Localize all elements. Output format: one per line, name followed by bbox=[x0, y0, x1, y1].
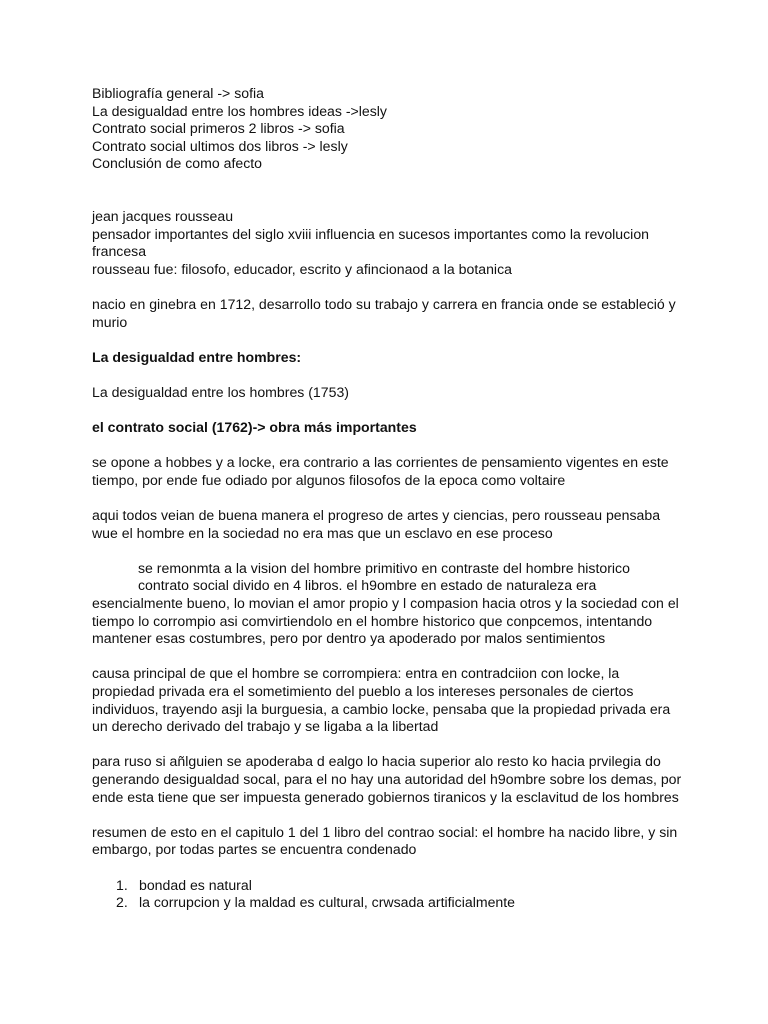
assignment-line-conclusion: Conclusión de como afecto bbox=[92, 155, 263, 172]
list-item-text: la corrupcion y la maldad es cultural, crwsada artificialmente bbox=[139, 894, 515, 911]
birth-paragraph: nacio en ginebra en 1712, desarrollo todo su trabajo y carrera en francia onde se estableció y murio bbox=[92, 295, 676, 330]
numbered-list bbox=[92, 877, 682, 912]
author-roles: rousseau fue: filosofo, educador, escrito y afincionaod a la botanica bbox=[92, 260, 512, 277]
paragraph-remonta: se remonmta a la vision del hombre primitivo en contraste del hombre historico bbox=[138, 559, 630, 576]
spacer bbox=[92, 366, 682, 384]
list-item-text: bondad es natural bbox=[139, 876, 252, 893]
spacer bbox=[92, 648, 682, 666]
author-description: pensador importantes del siglo xviii influencia en sucesos importantes como la revolucion francesa bbox=[92, 225, 649, 260]
spacer bbox=[92, 331, 682, 349]
paragraph-ruso: para ruso si añlguien se apoderaba d ealgo lo hacia superior alo resto ko hacia prvilegia do generando desigualdad socal, para el no hay una autoridad del h9ombre sobre los demas, por ende esta tiene que ser impuesta generado gobiernos tiranicos y la esclavitud de los hombres bbox=[92, 753, 682, 805]
assignment-line-contrato-primeros: Contrato social primeros 2 libros -> sofia bbox=[92, 120, 345, 137]
paragraph-contrato-libros: contrato social divido en 4 libros. el h9ombre en estado de naturaleza era esencialmente bueno, lo movian el amor propio y l compasion hacia otros y la sociedad con el tiempo lo corrompio asi comvirtiendolo en el hombre historico que conpcemos, intentando mantener esas costumbres, pero por dentro ya apoderado por malos sentimientos bbox=[92, 577, 679, 647]
author-name: jean jacques rousseau bbox=[92, 207, 234, 224]
assignment-line-contrato-ultimos: Contrato social ultimos dos libros -> lesly bbox=[92, 137, 348, 154]
spacer bbox=[92, 489, 682, 507]
document-page bbox=[92, 85, 682, 912]
paragraph-opone: se opone a hobbes y a locke, era contrario a las corrientes de pensamiento vigentes en este tiempo, por ende fue odiado por algunos filosofos de la epoca como voltaire bbox=[92, 454, 669, 488]
list-item-number: 1. bbox=[116, 876, 128, 893]
assignment-line-bibliografia: Bibliografía general -> sofia bbox=[92, 85, 264, 101]
list-item bbox=[92, 877, 682, 895]
assignment-line-desigualdad: La desigualdad entre los hombres ideas ->lesly bbox=[92, 102, 387, 119]
list-item bbox=[92, 894, 682, 912]
list-item-number: 2. bbox=[116, 894, 128, 911]
spacer bbox=[92, 402, 682, 420]
spacer bbox=[92, 173, 682, 208]
paragraph-causa: causa principal de que el hombre se corrompiera: entra en contradciion con locke, la propiedad privada era el sometimiento del pueblo a los intereses personales de ciertos individuos, trayendo asji la burguesia, a cambio locke, pensaba que la propiedad privada era un derecho derivado del trabajo y se ligaba a la libertad bbox=[92, 665, 671, 735]
spacer bbox=[92, 542, 682, 560]
desigualdad-work-title: La desigualdad entre los hombres (1753) bbox=[92, 383, 349, 400]
spacer bbox=[92, 437, 682, 455]
paragraph-resumen: resumen de esto en el capitulo 1 del 1 libro del contrao social: el hombre ha nacido libre, y sin embargo, por todas partes se encuentra condenado bbox=[92, 823, 678, 858]
spacer bbox=[92, 278, 682, 296]
spacer bbox=[92, 736, 682, 754]
spacer bbox=[92, 806, 682, 824]
section-heading-contrato: el contrato social (1762)-> obra más importantes bbox=[92, 419, 417, 436]
section-heading-desigualdad: La desigualdad entre hombres: bbox=[92, 348, 302, 365]
spacer bbox=[92, 859, 682, 877]
paragraph-aqui: aqui todos veian de buena manera el progreso de artes y ciencias, pero rousseau pensaba wue el hombre en la sociedad no era mas que un esclavo en ese proceso bbox=[92, 507, 661, 541]
